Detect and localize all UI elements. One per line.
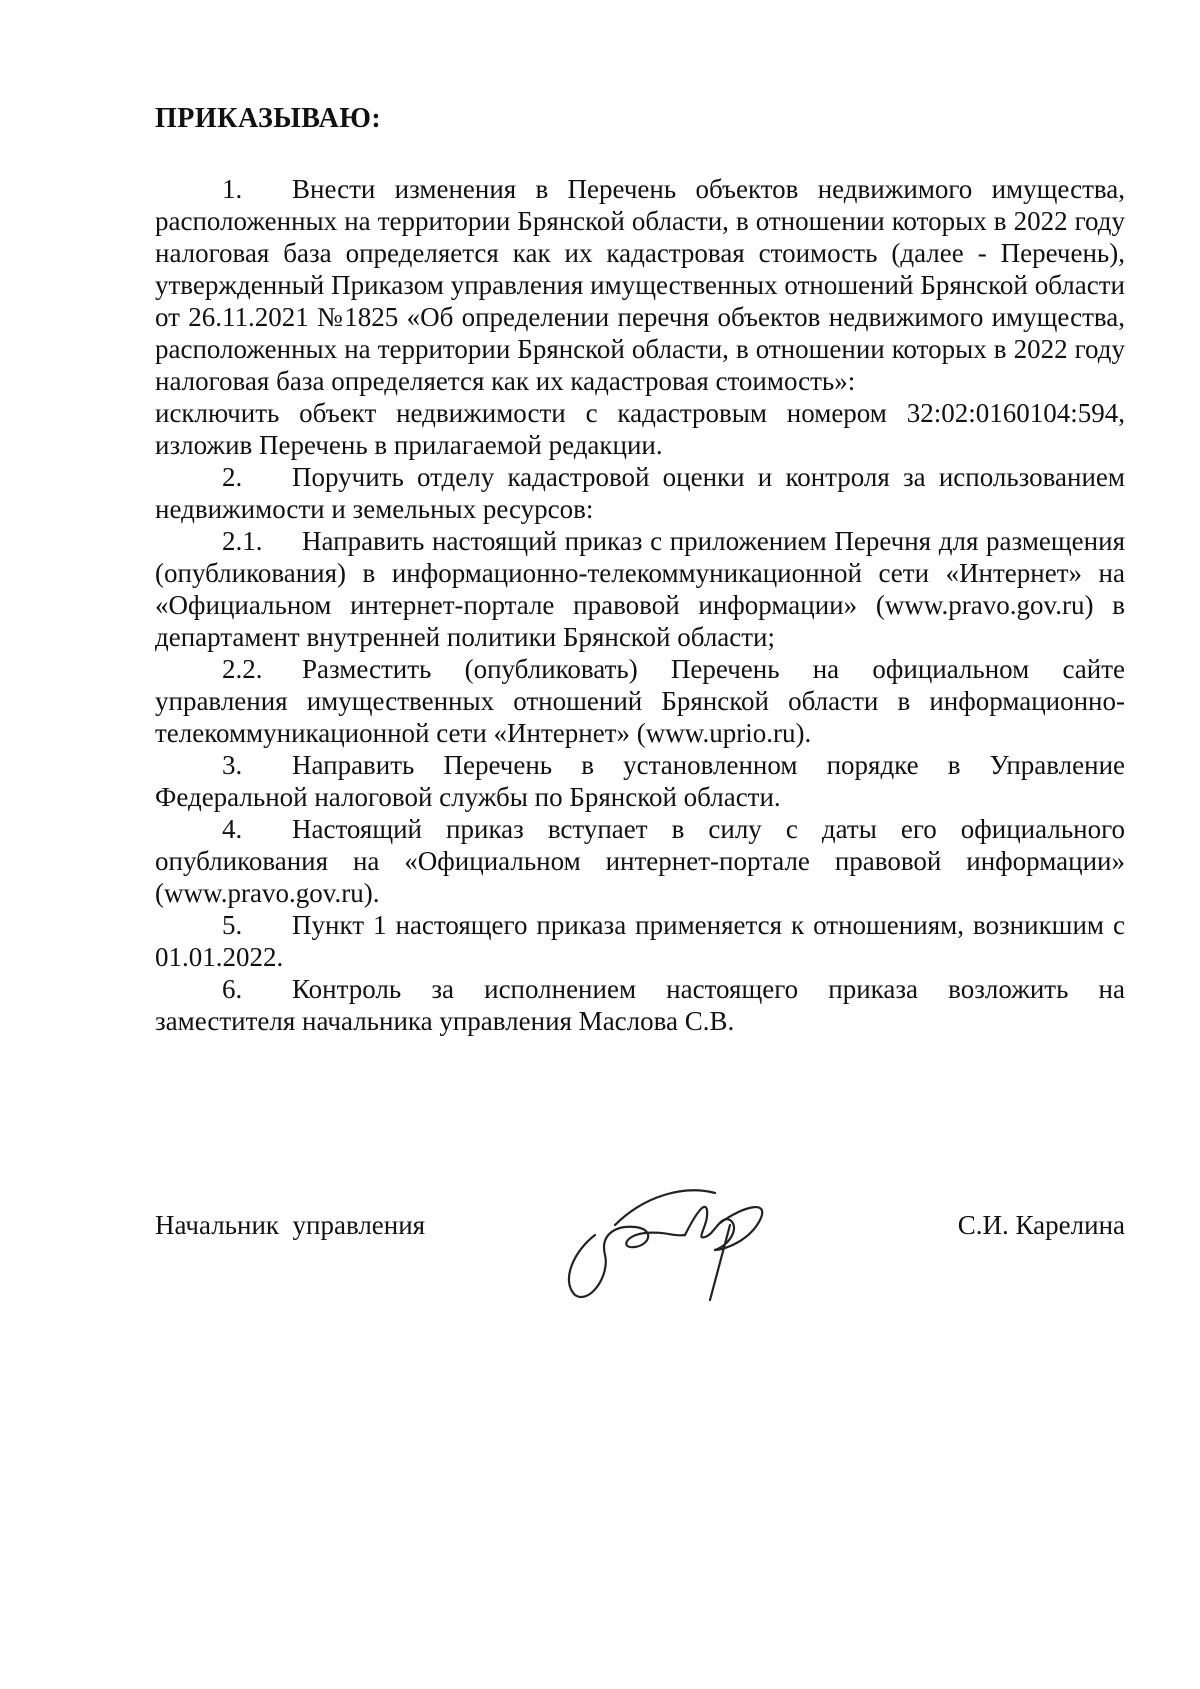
signatory-role: Начальник управления bbox=[155, 1210, 426, 1240]
item-3-text: Направить Перечень в установленном порядке в Управление Федеральной налоговой службы по Брянской области. bbox=[155, 750, 1125, 812]
signature-block bbox=[155, 1190, 1125, 1340]
item-2-number: 2. bbox=[222, 462, 243, 492]
item-1-continuation bbox=[155, 397, 1125, 461]
item-1-number: 1. bbox=[222, 174, 243, 204]
item-2-text: Поручить отделу кадастровой оценки и контроля за использованием недвижимости и земельных ресурсов: bbox=[155, 462, 1125, 524]
item-6-number: 6. bbox=[222, 974, 243, 1004]
item-4 bbox=[155, 813, 1125, 909]
item-6-text: Контроль за исполнением настоящего приказа возложить на заместителя начальника управления Маслова С.В. bbox=[155, 974, 1125, 1036]
item-4-text: Настоящий приказ вступает в силу с даты его официального опубликования на «Официальном интернет-портале правовой информации» (www.pravo.gov.ru). bbox=[155, 814, 1125, 908]
item-2-1 bbox=[155, 525, 1125, 653]
item-6 bbox=[155, 973, 1125, 1037]
item-2-2 bbox=[155, 653, 1125, 749]
item-1-continuation-text: исключить объект недвижимости с кадастровым номером 32:02:0160104:594, изложив Перечень в прилагаемой редакции. bbox=[155, 398, 1125, 460]
item-3 bbox=[155, 749, 1125, 813]
document-page bbox=[155, 103, 1125, 1037]
item-3-number: 3. bbox=[222, 750, 243, 780]
item-5-text: Пункт 1 настоящего приказа применяется к отношениям, возникшим с 01.01.2022. bbox=[155, 910, 1125, 972]
handwritten-signature bbox=[555, 1165, 795, 1305]
item-2 bbox=[155, 461, 1125, 525]
item-2-2-text: Разместить (опубликовать) Перечень на официальном сайте управления имущественных отношений Брянской области в информационно-телекоммуникационной сети «Интернет» (www.uprio.ru). bbox=[155, 654, 1125, 748]
order-heading: ПРИКАЗЫВАЮ: bbox=[155, 103, 382, 134]
signatory-name: С.И. Карелина bbox=[957, 1210, 1125, 1240]
item-5 bbox=[155, 909, 1125, 973]
item-5-number: 5. bbox=[222, 910, 243, 940]
item-4-number: 4. bbox=[222, 814, 243, 844]
item-2-1-text: Направить настоящий приказ с приложением Перечня для размещения (опубликования) в информационно-телекоммуникационной сети «Интернет» на «Официальном интернет-портале правовой информации» (www.pravo.gov.ru) в департамент внутренней политики Брянской области; bbox=[155, 526, 1125, 652]
order-body bbox=[155, 173, 1125, 1037]
item-2-1-number: 2.1. bbox=[222, 526, 263, 556]
item-1-text: Внести изменения в Перечень объектов недвижимого имущества, расположенных на территории Брянской области, в отношении которых в 2022 году налоговая база определяется как их кадастровая стоимость (далее - Перечень), утвержденный Приказом управления имущественных отношений Брянской области от 26.11.2021 №1825 «Об определении перечня объектов недвижимого имущества, расположенных на территории Брянской области, в отношении которых в 2022 году налоговая база определяется как их кадастровая стоимость»: bbox=[155, 174, 1125, 396]
item-2-2-number: 2.2. bbox=[222, 654, 263, 684]
item-1 bbox=[155, 173, 1125, 397]
